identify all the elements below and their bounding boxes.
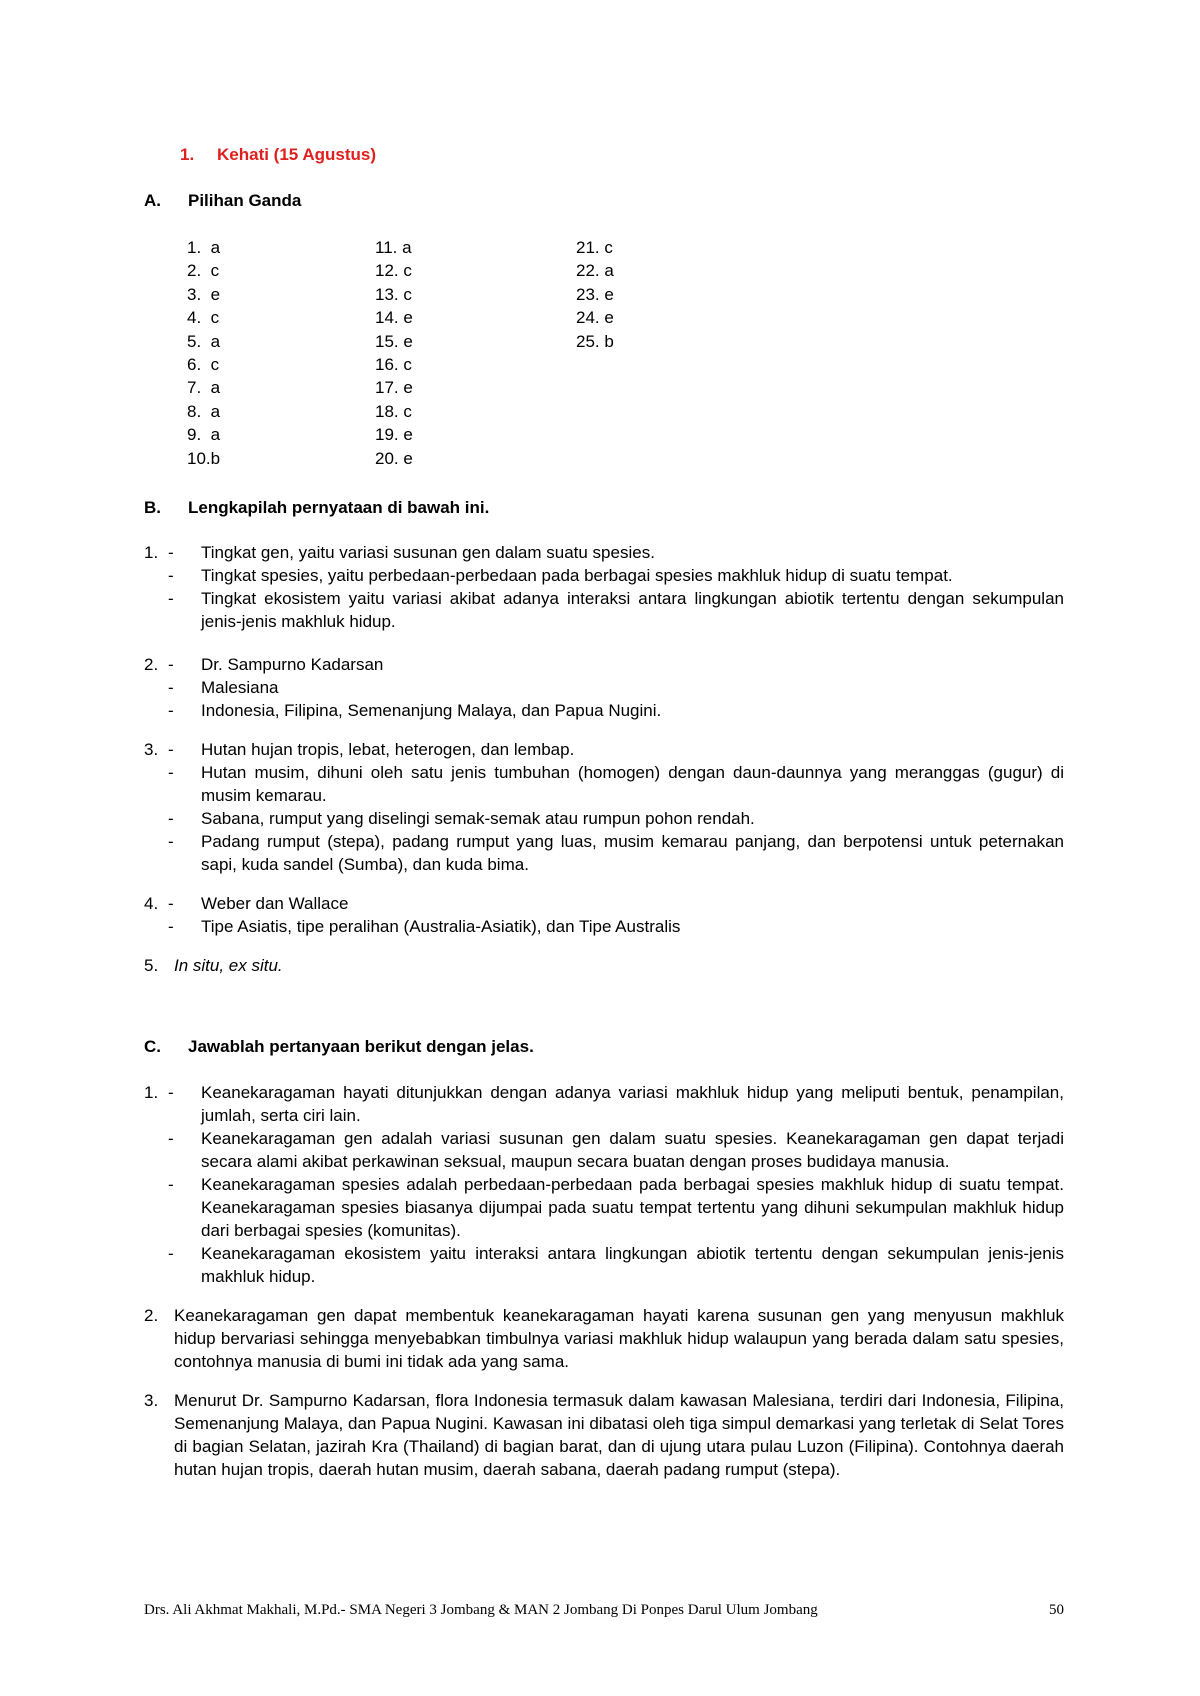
item-line: Hutan musim, dihuni oleh satu jenis tumbuhan (homogen) dengan daun-daunnya yang meranggas (gugur) di musim kemarau. — [201, 763, 1064, 805]
item-line: Tingkat gen, yaitu variasi susunan gen dalam suatu spesies. — [201, 543, 655, 562]
chapter-number: 1. — [180, 145, 195, 164]
item-line: Menurut Dr. Sampurno Kadarsan, flora Indonesia termasuk dalam kawasan Malesiana, terdiri dari Indonesia, Filipina, Semenanjung Malaya, dan Papua Nugini. Kawasan ini dibatasi oleh tiga simpul demarkasi yang terletak di Selat Tores di bagian Selatan, jazirah Kra (Thailand) di bagian barat, dan di ujung utara pulau Luzon (Filipina). Contohnya daerah hutan hujan tropis, daerah hutan musim, daerah sabana, daerah padang rumput (stepa). — [174, 1391, 1064, 1479]
answer-item: 17. e — [375, 378, 413, 398]
list-item — [144, 738, 1064, 876]
bullet-dash: - — [168, 701, 174, 720]
answer-column-2 — [375, 236, 413, 470]
answer-item: 21. c — [576, 238, 613, 257]
bullet-dash: - — [168, 566, 174, 585]
answer-item: 5. a — [187, 331, 221, 351]
list-item — [144, 1389, 1064, 1481]
answer-column-3 — [576, 236, 614, 353]
section-c-letter: C. — [144, 1037, 161, 1056]
answer-item: 22. a — [576, 261, 614, 281]
item-number: 1. — [144, 543, 159, 562]
answer-item: 10.b — [187, 448, 221, 468]
item-line: Indonesia, Filipina, Semenanjung Malaya, dan Papua Nugini. — [201, 701, 662, 720]
item-number: 2. — [144, 1306, 159, 1325]
item-line: Malesiana — [201, 678, 279, 697]
item-line: Keanekaragaman ekosistem yaitu interaksi antara lingkungan abiotik tertentu dengan sekumpulan jenis-jenis makhluk hidup. — [201, 1244, 1064, 1286]
bullet-dash: - — [168, 1244, 174, 1263]
item-line: In situ, ex situ. — [174, 956, 283, 975]
list-item — [144, 1304, 1064, 1373]
answer-item: 8. a — [187, 401, 221, 421]
bullet-dash: - — [168, 832, 174, 851]
chapter-title-text: Kehati (15 Agustus) — [217, 145, 377, 164]
answer-item: 6. c — [187, 354, 220, 374]
section-b-title: Lengkapilah pernyataan di bawah ini. — [188, 498, 490, 517]
item-line: Weber dan Wallace — [201, 894, 349, 913]
answer-item: 2. c — [187, 261, 220, 281]
item-number: 5. — [144, 956, 159, 975]
answer-item: 3. e — [187, 284, 221, 304]
answer-item: 20. e — [375, 448, 413, 468]
section-c-answers — [144, 1081, 1064, 1481]
page-number: 50 — [1049, 1602, 1064, 1618]
list-item — [144, 653, 1064, 722]
item-line: Padang rumput (stepa), padang rumput yang luas, musim kemarau panjang, dan berpotensi untuk peternakan sapi, kuda sandel (Sumba), dan kuda bima. — [201, 832, 1064, 874]
section-a-letter: A. — [144, 191, 161, 210]
item-line: Keanekaragaman gen dapat membentuk keanekaragaman hayati karena susunan gen yang menyusun makhluk hidup bervariasi sehingga menyebabkan timbulnya variasi makhluk hidup walaupun yang berada dalam satu spesies, contohnya manusia di bumi ini tidak ada yang sama. — [174, 1306, 1064, 1371]
item-line: Keanekaragaman spesies adalah perbedaan-perbedaan pada berbagai spesies makhluk hidup di suatu tempat. Keanekaragaman spesies biasanya dijumpai pada suatu tempat tertentu yang dihuni sekumpulan makhluk hidup dari berbagai spesies (komunitas). — [201, 1175, 1064, 1240]
item-line: Dr. Sampurno Kadarsan — [201, 655, 384, 674]
bullet-dash: - — [168, 763, 174, 782]
list-item — [144, 954, 1064, 977]
answer-item: 12. c — [375, 261, 412, 281]
list-item — [144, 541, 1064, 633]
bullet-dash: - — [168, 589, 174, 608]
item-line: Keanekaragaman gen adalah variasi susunan gen dalam suatu spesies. Keanekaragaman gen dapat terjadi secara alami akibat perkawinan seksual, maupun secara buatan dengan proses budidaya manusia. — [201, 1129, 1064, 1171]
item-number: 3. — [144, 740, 159, 759]
bullet-dash: - — [168, 543, 174, 562]
item-line: Tingkat ekosistem yaitu variasi akibat adanya interaksi antara lingkungan abiotik tertentu dengan sekumpulan jenis-jenis makhluk hidup. — [201, 589, 1064, 631]
section-b-answers — [144, 541, 1064, 977]
item-line: Keanekaragaman hayati ditunjukkan dengan adanya variasi makhluk hidup yang meliputi bentuk, penampilan, jumlah, serta ciri lain. — [201, 1083, 1064, 1125]
item-number: 1. — [144, 1083, 159, 1102]
answer-column-1 — [187, 236, 220, 470]
bullet-dash: - — [168, 917, 174, 936]
bullet-dash: - — [168, 740, 174, 759]
answer-item: 7. a — [187, 378, 221, 398]
chapter-title — [180, 143, 376, 166]
bullet-dash: - — [168, 1175, 174, 1194]
section-c-title: Jawablah pertanyaan berikut dengan jelas. — [188, 1037, 534, 1056]
answer-item: 18. c — [375, 401, 412, 421]
item-line: Tipe Asiatis, tipe peralihan (Australia-Asiatik), dan Tipe Australis — [201, 917, 681, 936]
answer-item: 25. b — [576, 331, 614, 351]
answer-item: 14. e — [375, 308, 413, 328]
item-line: Tingkat spesies, yaitu perbedaan-perbedaan pada berbagai spesies makhluk hidup di suatu tempat. — [201, 566, 953, 585]
section-b-letter: B. — [144, 498, 161, 517]
list-item — [144, 1081, 1064, 1288]
page-footer — [144, 1599, 1064, 1622]
bullet-dash: - — [168, 1129, 174, 1148]
bullet-dash: - — [168, 809, 174, 828]
answer-item: 16. c — [375, 354, 412, 374]
answer-item: 24. e — [576, 308, 614, 328]
bullet-dash: - — [168, 894, 174, 913]
bullet-dash: - — [168, 678, 174, 697]
footer-text: Drs. Ali Akhmat Makhali, M.Pd.- SMA Negeri 3 Jombang & MAN 2 Jombang Di Ponpes Darul Ulum Jombang — [144, 1602, 818, 1618]
answer-item: 13. c — [375, 284, 412, 304]
section-a-heading — [144, 189, 301, 212]
section-a-title: Pilihan Ganda — [188, 191, 302, 210]
bullet-dash: - — [168, 1083, 174, 1102]
answer-item: 15. e — [375, 331, 413, 351]
answer-item: 9. a — [187, 425, 221, 445]
answer-item: 19. e — [375, 425, 413, 445]
section-c-heading — [144, 1035, 534, 1058]
item-line: Sabana, rumput yang diselingi semak-semak atau rumpun pohon rendah. — [201, 809, 755, 828]
answer-item: 11. a — [375, 238, 412, 257]
answer-item: 1. a — [187, 238, 221, 257]
answer-item: 4. c — [187, 308, 220, 328]
item-line: Hutan hujan tropis, lebat, heterogen, dan lembap. — [201, 740, 575, 759]
item-number: 4. — [144, 894, 159, 913]
answer-item: 23. e — [576, 284, 614, 304]
item-number: 2. — [144, 655, 159, 674]
list-item — [144, 892, 1064, 938]
bullet-dash: - — [168, 655, 174, 674]
section-b-heading — [144, 496, 489, 519]
item-number: 3. — [144, 1391, 159, 1410]
